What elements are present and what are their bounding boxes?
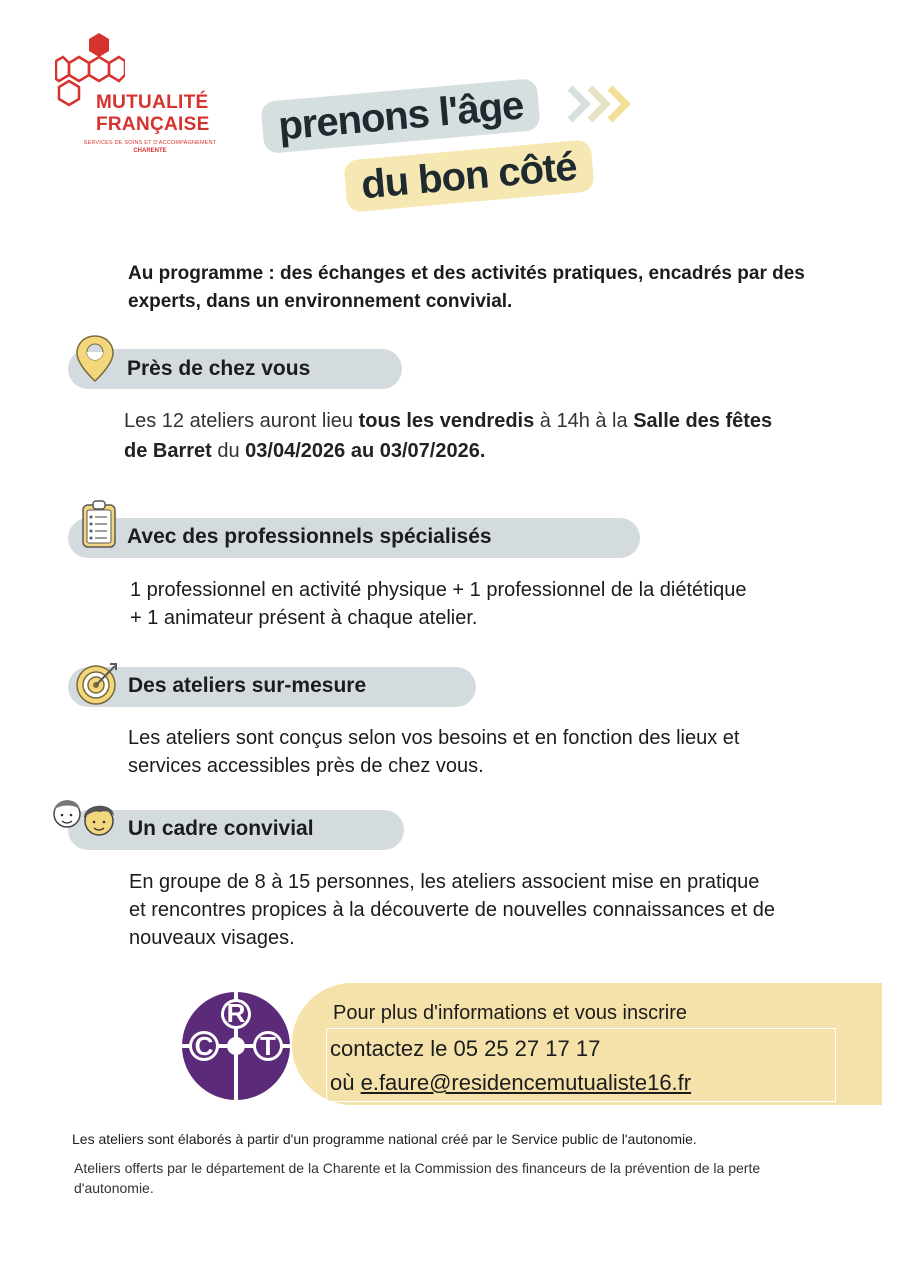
- logo-text-francaise: FRANÇAISE: [96, 114, 210, 135]
- section-body-pres-de-chez-vous: [124, 406, 774, 466]
- clipboard-icon: [80, 498, 118, 550]
- section-title: Avec des professionnels spécialisés: [127, 525, 492, 548]
- phone-prefix: contactez le: [330, 1036, 454, 1061]
- body-bold-dates: 03/04/2026 au 03/07/2026.: [245, 440, 486, 462]
- headline-line-2: du bon côté: [343, 139, 594, 212]
- headline-line-1: prenons l'âge: [260, 78, 541, 154]
- contact-intro: Pour plus d'informations et vous inscrire: [333, 1002, 687, 1024]
- logo-region: CHARENTE: [133, 148, 167, 154]
- location-pin-icon: [74, 334, 116, 384]
- crt-letter-c: C: [194, 1031, 214, 1061]
- body-text: du: [211, 440, 246, 462]
- body-text: à 14h à la: [534, 410, 634, 432]
- email-prefix: où: [330, 1070, 361, 1095]
- email-link[interactable]: e.faure@residencemutualiste16.fr: [360, 1070, 692, 1095]
- crt-logo-icon: [180, 990, 292, 1102]
- footer-line-1: Les ateliers sont élaborés à partir d'un programme national créé par le Service public de l'autonomie.: [72, 1131, 697, 1147]
- section-body-cadre-convivial: En groupe de 8 à 15 personnes, les ateliers associent mise en pratique et rencontres propices à la découverte de nouvelles connaissances et de nouveaux visages.: [129, 871, 775, 949]
- contact-phone-line: [330, 1036, 600, 1062]
- crt-letter-r: R: [226, 998, 246, 1028]
- section-title: Un cadre convivial: [128, 817, 314, 840]
- section-title: Près de chez vous: [127, 357, 311, 380]
- body-bold-venue: Salle des fêtes de Barret: [124, 410, 773, 462]
- section-title: Des ateliers sur-mesure: [128, 674, 367, 697]
- crt-letter-t: T: [260, 1031, 276, 1061]
- section-body-sur-mesure: Les ateliers sont conçus selon vos besoins et en fonction des lieux et services accessibles près de chez vous.: [128, 727, 740, 777]
- people-faces-icon: [50, 792, 120, 842]
- footer-line-2: Ateliers offerts par le département de la Charente et la Commission des financeurs de la prévention de la perte d'autonomie.: [74, 1160, 761, 1196]
- logo-subtitle: SERVICES DE SOINS ET D'ACCOMPAGNEMENT: [83, 140, 217, 146]
- logo-text-mutualite: MUTUALITÉ: [96, 92, 209, 113]
- contact-email-line: [330, 1070, 691, 1096]
- phone-number: 05 25 27 17 17: [453, 1036, 601, 1061]
- chevrons-icon: [564, 80, 640, 126]
- body-text: Les 12 ateliers auront lieu: [124, 410, 359, 432]
- target-icon: [74, 660, 122, 708]
- intro-text: Au programme : des échanges et des activités pratiques, encadrés par des experts, dans un environnement convivial.: [128, 263, 805, 312]
- section-body-professionnels: 1 professionnel en activité physique + 1 professionnel de la diététique + 1 animateur présent à chaque atelier.: [130, 579, 747, 629]
- body-bold-day: tous les vendredis: [358, 410, 535, 432]
